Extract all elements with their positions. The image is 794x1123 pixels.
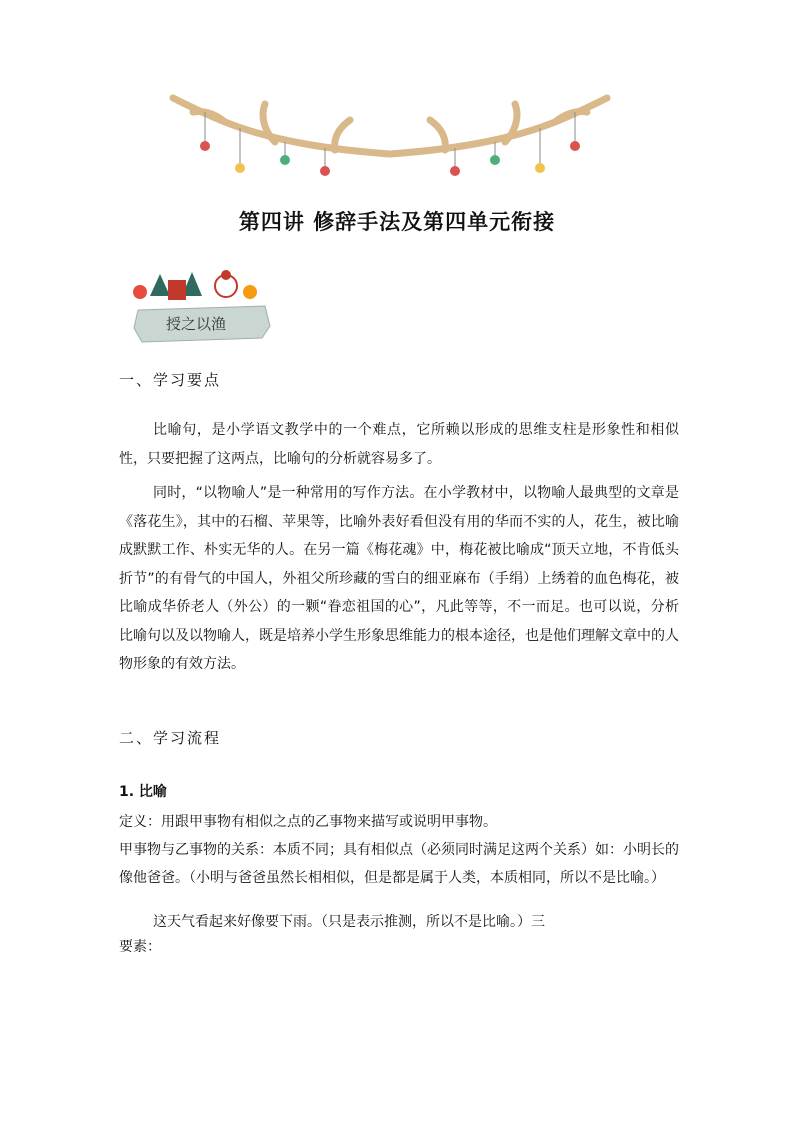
paragraph-intro: 比喻句，是小学语文教学中的一个难点，它所赖以形成的思维支柱是形象性和相似性，只要把握了这两点，比喻句的分析就容易多了。 [119, 422, 679, 467]
section-heading-key-points: 一、学习要点 [119, 371, 222, 389]
badge-label: 授之以渔 [165, 315, 226, 333]
section-heading-process: 二、学习流程 [119, 729, 222, 747]
paragraph-metaphor-person: 同时，“以物喻人”是一种常用的写作方法。在小学教材中，以物喻人最典型的文章是《落花生》，其中的石榴、苹果等，比喻外表好看但没有用的华而不实的人，花生，被比喻成默默工作、朴实无华的人。在另一篇《梅花魂》中，梅花被比喻成“顶天立地，不肯低头折节”的有骨气的中国人，外祖父所珍藏的雪白的细亚麻布（手绢）上绣着的血色梅花，被比喻成华侨老人（外公）的一颗“眷恋祖国的心”，凡此等等，不一而足。也可以说，分析比喻句以及以物喻人，既是培养小学生形象思维能力的根本途径，也是他们理解文章中的人物形象的有效方法。 [119, 485, 679, 672]
page-title: 第四讲 修辞手法及第四单元衔接 [238, 209, 556, 234]
weather-example-line: 这天气看起来好像要下雨。（只是表示推测，所以不是比喻。）三 [153, 914, 545, 930]
antler-ornament-decoration [165, 92, 615, 182]
subheading-metaphor: 1. 比喻 [119, 784, 167, 800]
elements-line: 要素： [119, 939, 161, 955]
relationship-line: 甲事物与乙事物的关系：本质不同；具有相似点（必须同时满足这两个关系）如：小明长的像他爸爸。（小明与爸爸虽然长相相似，但是都是属于人类，本质相同，所以不是比喻。） [119, 842, 679, 886]
christmas-banner-badge [120, 266, 280, 348]
definition-line: 定义：用跟甲事物有相似之点的乙事物来描写或说明甲事物。 [119, 814, 497, 830]
